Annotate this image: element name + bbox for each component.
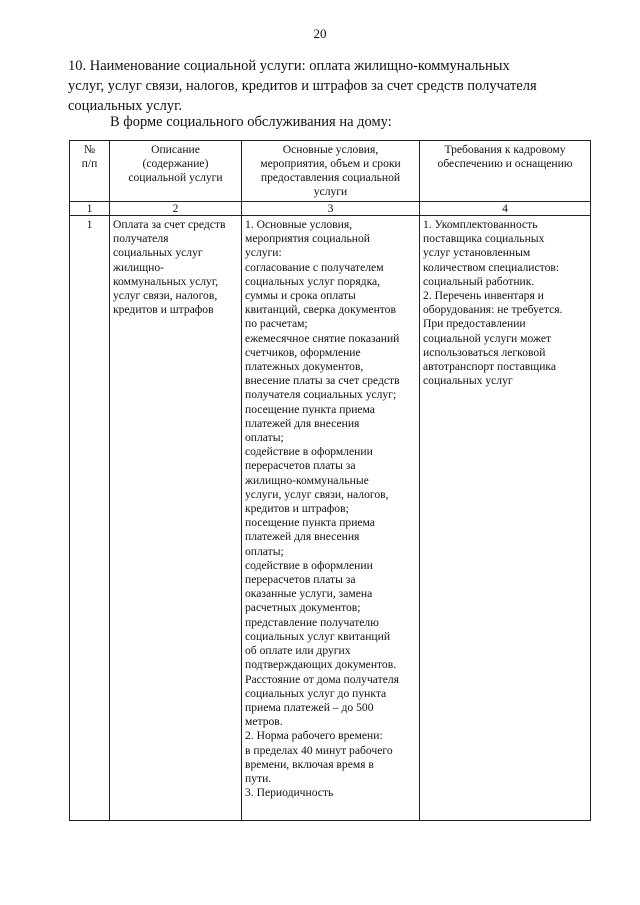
cell-line: Оплата за счет средств: [113, 218, 226, 231]
cell-line: услуг установленным: [423, 246, 531, 260]
cell-line: 1. Основные условия,: [245, 218, 353, 231]
cell-line: посещение пункта приема: [245, 516, 375, 530]
service-form-line: В форме социального обслуживания на дому:: [110, 114, 392, 130]
cell-line: социальных услуг до пункта: [245, 686, 387, 700]
cell-line: метров.: [245, 715, 283, 729]
service-table: [69, 140, 591, 821]
cell-line: социальных услуг квитанций: [245, 629, 391, 643]
header-requirements: [420, 141, 591, 202]
cell-line: посещение пункта приема: [245, 402, 375, 416]
cell-line: оплаты;: [245, 431, 284, 445]
cell-line: социальных услуг: [423, 374, 513, 388]
cell-line: об оплате или других: [245, 644, 351, 658]
cell-line: 1. Укомплектованность: [423, 218, 538, 231]
cell-line: приема платежей – до 500: [245, 700, 374, 714]
header-line: предоставления социальной: [260, 171, 401, 184]
service-heading: [68, 56, 590, 116]
row-number: 1: [70, 216, 110, 821]
header-line: обеспечению и оснащению: [437, 157, 573, 170]
cell-line: внесение платы за счет средств: [245, 374, 400, 388]
cell-line: 2. Норма рабочего времени:: [245, 729, 383, 743]
cell-line: оплаты;: [245, 544, 284, 558]
cell-line: платежей для внесения: [245, 530, 360, 544]
cell-line: жилищно-коммунальные: [245, 473, 369, 487]
column-number: 2: [110, 202, 242, 216]
cell-line: времени, включая время в: [245, 757, 374, 771]
conditions-cell: [242, 216, 420, 821]
cell-line: перерасчетов платы за: [245, 459, 356, 473]
heading-line: услуг, услуг связи, налогов, кредитов и штрафов за счет средств получателя: [68, 78, 537, 94]
header-line: п/п: [81, 157, 98, 170]
header-line: (содержание): [142, 157, 209, 170]
header-line: социальной услуги: [128, 171, 223, 184]
cell-line: расчетных документов;: [245, 601, 361, 615]
cell-line: перерасчетов платы за: [245, 573, 356, 587]
cell-line: мероприятия социальной: [245, 232, 370, 246]
cell-line: социальный работник.: [423, 274, 535, 288]
cell-line: оборудования: не требуется.: [423, 303, 563, 317]
cell-line: получателя социальных услуг;: [245, 388, 397, 402]
cell-line: услуги:: [245, 246, 282, 260]
column-number: 1: [70, 202, 110, 216]
cell-line: услуги, услуг связи, налогов,: [245, 487, 389, 501]
cell-line: социальных услуг порядка,: [245, 274, 381, 288]
cell-line: использоваться легковой: [423, 345, 546, 359]
cell-line: ежемесячное снятие показаний: [245, 331, 400, 345]
header-line: услуги: [313, 185, 348, 198]
header-description: [110, 141, 242, 202]
header-line: Описание: [151, 143, 200, 156]
cell-line: 2. Перечень инвентаря и: [423, 289, 544, 303]
header-number: [70, 141, 110, 202]
cell-line: количеством специалистов:: [423, 260, 560, 274]
cell-line: суммы и срока оплаты: [245, 289, 356, 303]
cell-line: по расчетам;: [245, 317, 308, 331]
table-header-row: [70, 141, 591, 202]
cell-line: счетчиков, оформление: [245, 345, 361, 359]
cell-line: оказанные услуги, замена: [245, 587, 373, 601]
header-line: Требования к кадровому: [444, 143, 566, 156]
cell-line: жилищно-: [113, 260, 164, 274]
heading-line: социальных услуг.: [68, 98, 183, 114]
cell-line: содействие в оформлении: [245, 445, 373, 459]
header-line: Основные условия,: [282, 143, 379, 156]
page-number: 20: [313, 26, 327, 41]
cell-line: Расстояние от дома получателя: [245, 672, 399, 686]
cell-line: платежей для внесения: [245, 416, 360, 430]
description-cell: [110, 216, 242, 821]
cell-line: автотранспорт поставщика: [423, 360, 556, 374]
cell-line: услуг связи, налогов,: [113, 289, 218, 303]
cell-line: содействие в оформлении: [245, 558, 373, 572]
cell-line: социальной услуги может: [423, 331, 552, 345]
cell-line: кредитов и штрафов;: [245, 502, 349, 516]
cell-line: социальных услуг: [113, 246, 203, 260]
cell-line: платежных документов,: [245, 360, 364, 374]
cell-line: согласование с получателем: [245, 260, 384, 274]
cell-line: кредитов и штрафов: [113, 303, 214, 317]
cell-line: поставщика социальных: [423, 232, 545, 246]
cell-line: квитанций, сверка документов: [245, 303, 396, 317]
cell-line: 3. Периодичность: [245, 786, 334, 800]
cell-line: получателя: [113, 232, 169, 246]
column-number-row: [70, 202, 591, 216]
header-conditions: [242, 141, 420, 202]
cell-line: коммунальных услуг,: [113, 274, 219, 288]
heading-line: 10. Наименование социальной услуги: оплата жилищно-коммунальных: [68, 58, 510, 74]
requirements-cell: [420, 216, 591, 821]
cell-line: При предоставлении: [423, 317, 526, 331]
cell-line: представление получателю: [245, 615, 379, 629]
cell-line: подтверждающих документов.: [245, 658, 397, 672]
cell-line: пути.: [245, 771, 272, 785]
column-number: 4: [420, 202, 591, 216]
table-row: [70, 216, 591, 821]
cell-line: в пределах 40 минут рабочего: [245, 743, 393, 757]
column-number: 3: [242, 202, 420, 216]
header-line: мероприятия, объем и сроки: [260, 157, 401, 170]
header-line: №: [83, 143, 96, 156]
